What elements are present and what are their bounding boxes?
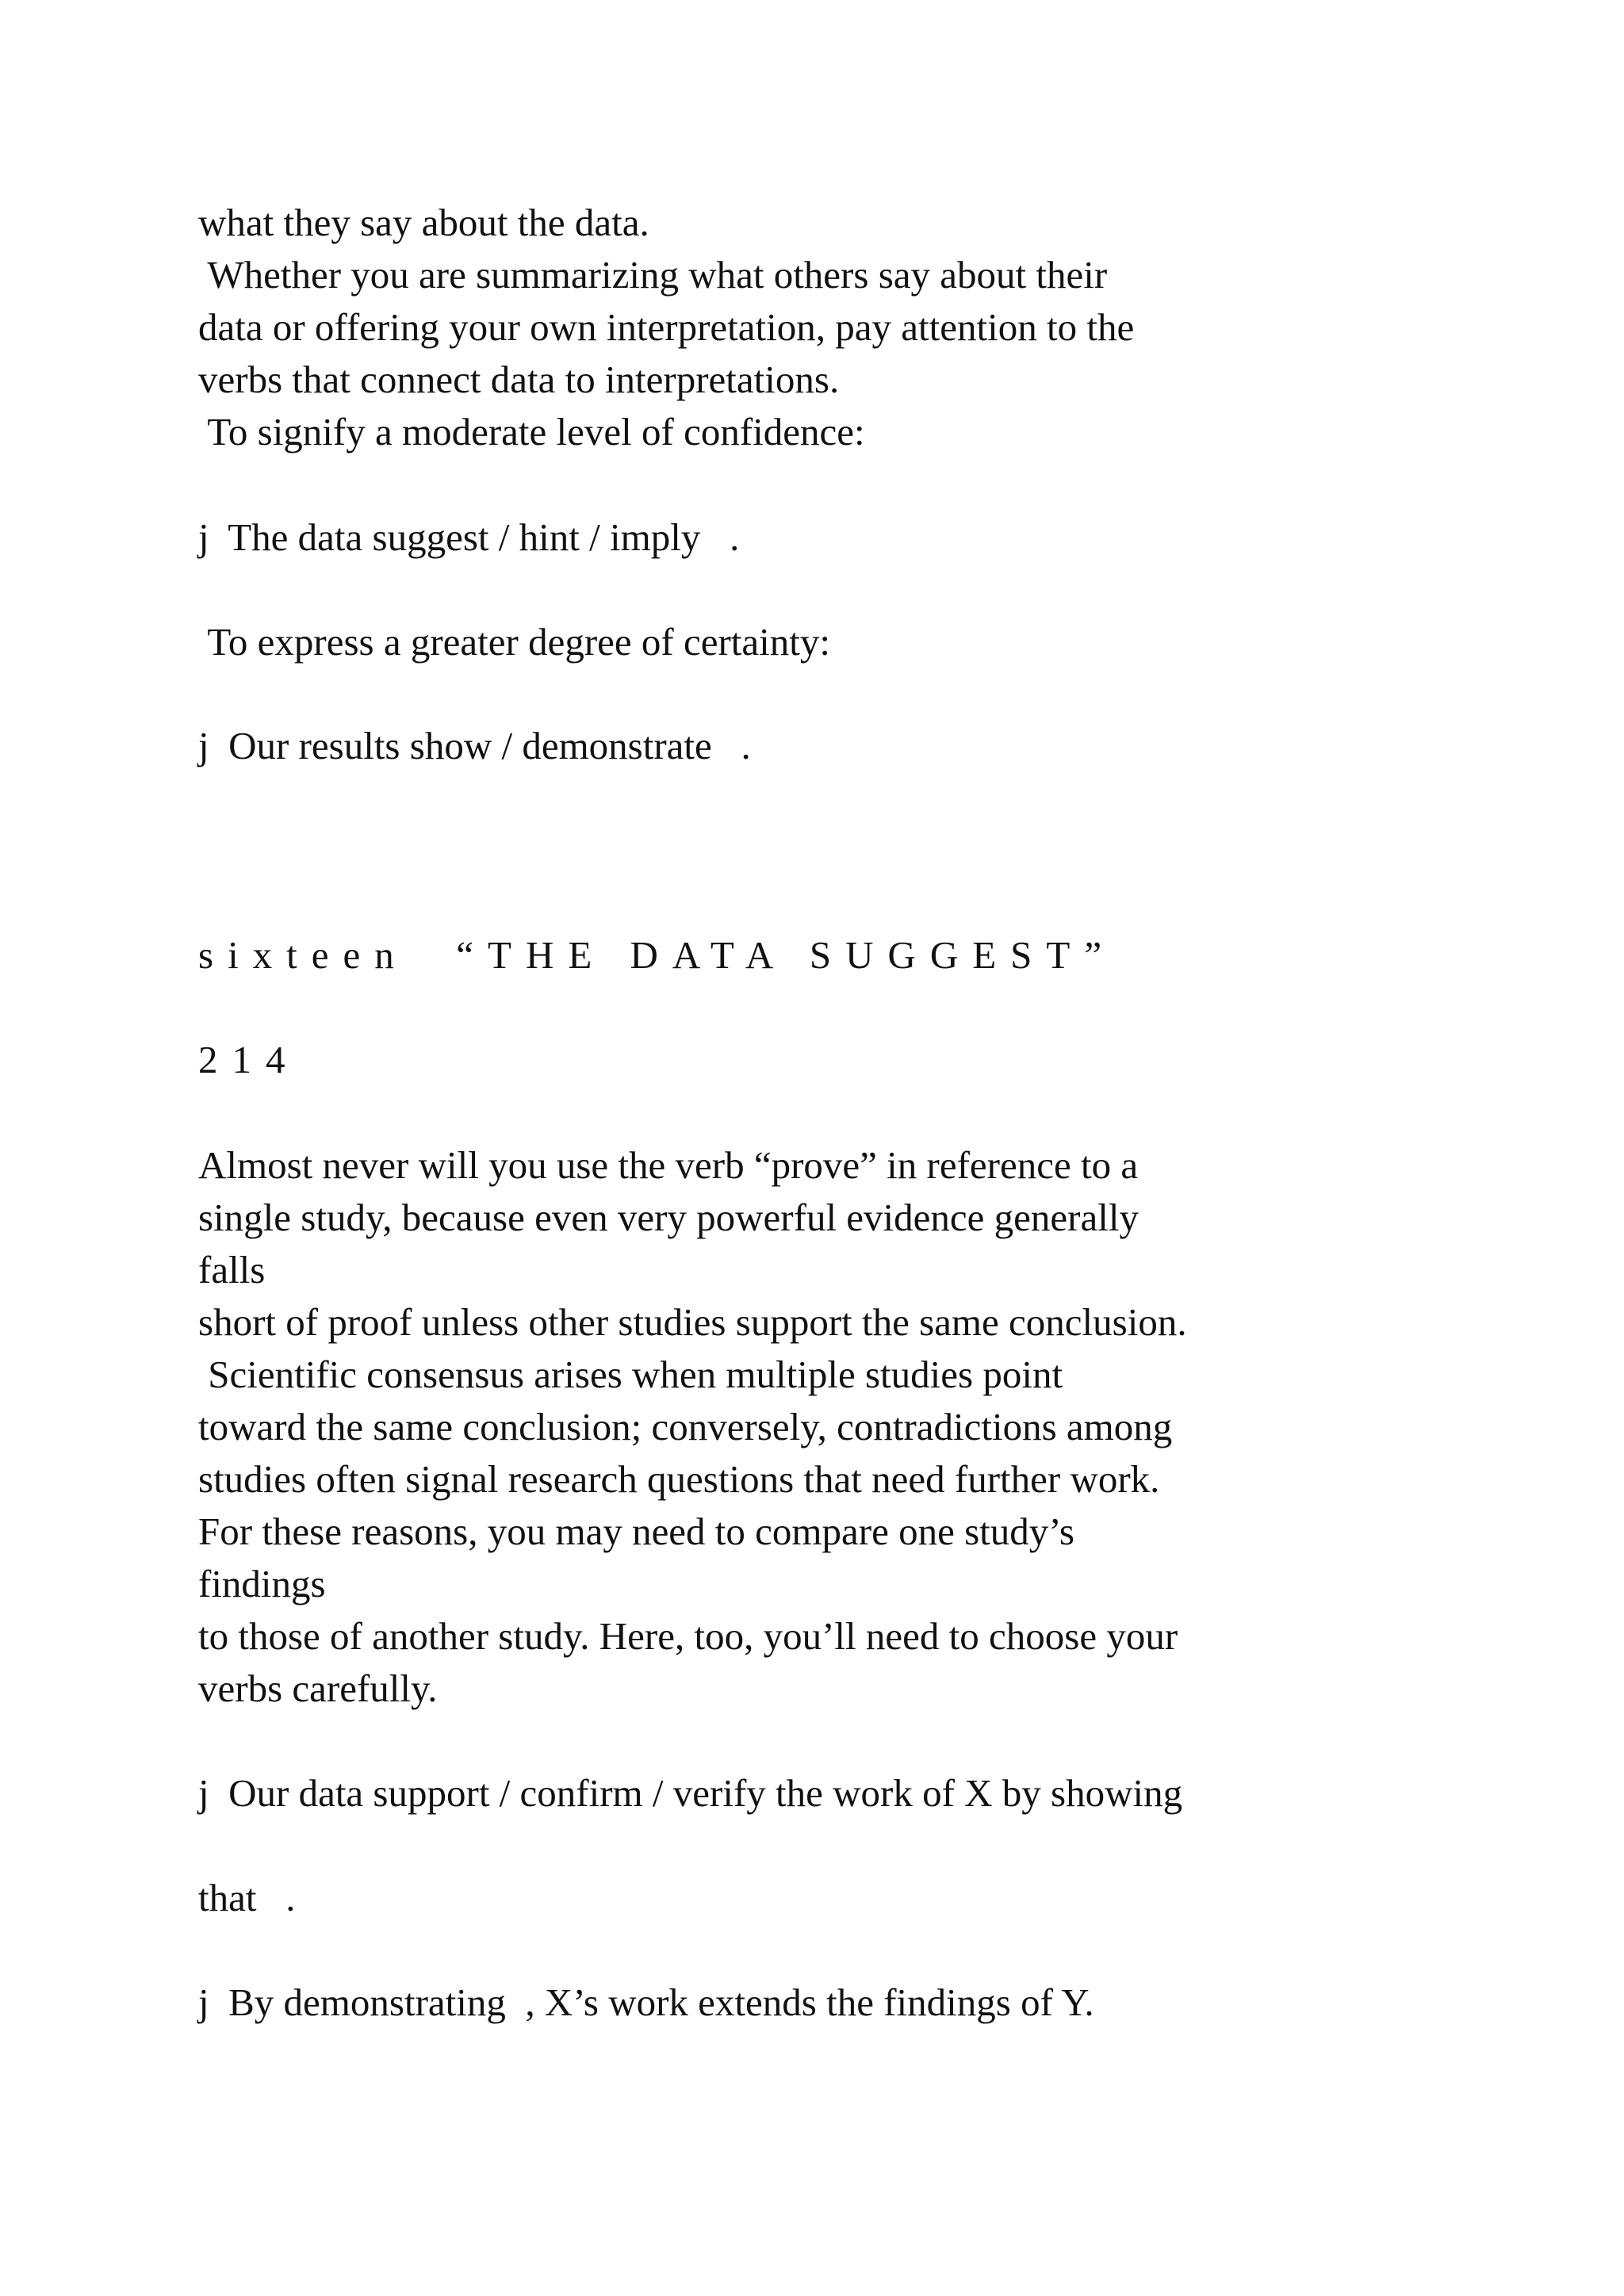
text-line: data or offering your own interpretation, pay attention to the <box>198 305 1135 349</box>
text-line: Whether you are summarizing what others say about their <box>198 253 1108 297</box>
text-line: single study, because even very powerful evidence generally <box>198 1196 1139 1239</box>
text-line: To signify a moderate level of confidence: <box>198 410 865 453</box>
text-line: falls <box>198 1248 266 1292</box>
template-sentence: j By demonstrating , X’s work extends the findings of Y. <box>198 1980 1094 2024</box>
text-line: what they say about the data. <box>198 201 649 244</box>
text-line: studies often signal research questions that need further work. <box>198 1457 1160 1501</box>
template-sentence: j Our results show / demonstrate . <box>198 724 751 767</box>
text-line: For these reasons, you may need to compare one study’s <box>198 1510 1074 1553</box>
text-line: toward the same conclusion; conversely, contradictions among <box>198 1405 1173 1448</box>
text-line: findings <box>198 1562 326 1605</box>
template-sentence: j The data suggest / hint / imply . <box>198 515 740 559</box>
text-line: to those of another study. Here, too, you’ll need to choose your <box>198 1614 1178 1658</box>
text-line: Scientific consensus arises when multiple studies point <box>198 1353 1063 1396</box>
text-line: verbs carefully. <box>198 1667 438 1710</box>
template-sentence: j Our data support / confirm / verify the work of X by showing <box>198 1771 1183 1815</box>
page-number: 214 <box>198 1038 300 1081</box>
text-line: verbs that connect data to interpretations. <box>198 358 840 401</box>
text-line: short of proof unless other studies support the same conclusion. <box>198 1300 1187 1344</box>
text-line: To express a greater degree of certainty: <box>198 620 830 664</box>
text-line: Almost never will you use the verb “prove” in reference to a <box>198 1143 1139 1187</box>
template-sentence-continued: that . <box>198 1876 296 1919</box>
running-header: sixteen “THE DATA SUGGEST” <box>198 933 1116 977</box>
